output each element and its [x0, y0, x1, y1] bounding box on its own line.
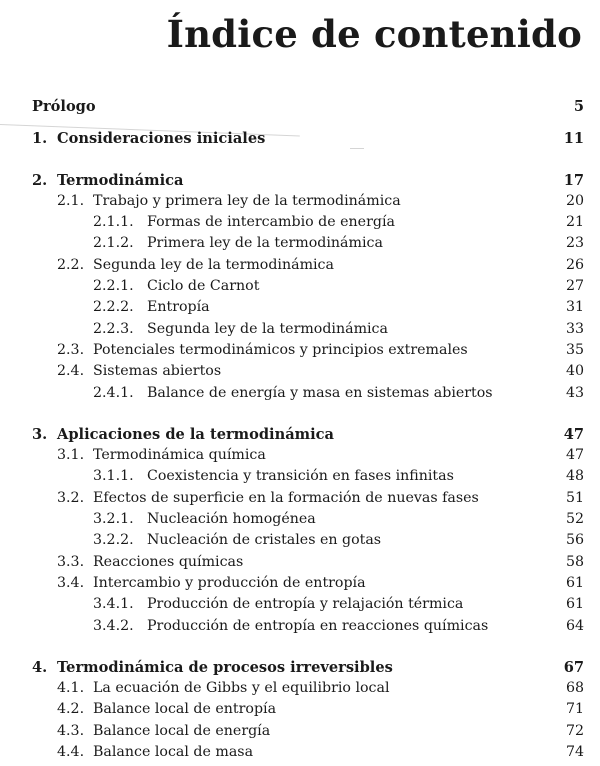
toc-subsection[interactable]	[0, 383, 600, 404]
toc-page-number: 21	[565, 214, 584, 231]
toc-page-number: 74	[565, 744, 584, 761]
toc-title: Coexistencia y transición en fases infinitas	[147, 468, 454, 485]
dot-leader	[474, 344, 560, 356]
toc-page-number: 35	[565, 341, 584, 358]
toc-title: Segunda ley de la termodinámica	[147, 320, 388, 337]
toc-subsection[interactable]	[0, 233, 600, 254]
toc-subsection[interactable]	[0, 466, 600, 487]
toc-page-number: 58	[565, 553, 584, 570]
toc-page-number: 23	[565, 235, 584, 252]
toc-page-number: 71	[565, 701, 584, 718]
toc-number: 2.2.	[57, 256, 85, 273]
toc-subsection[interactable]	[0, 319, 600, 340]
toc-page-number: 31	[565, 299, 584, 316]
dot-leader	[387, 534, 560, 546]
toc-number: 4.4.	[57, 744, 85, 761]
toc-title: Nucleación de cristales en gotas	[147, 532, 382, 549]
table-of-contents	[0, 96, 600, 763]
toc-page-number: 27	[565, 278, 584, 295]
dot-leader	[265, 280, 560, 292]
toc-page-number: 61	[565, 596, 584, 613]
dot-leader	[469, 598, 560, 610]
dot-leader	[272, 449, 560, 461]
toc-title: Potenciales termodinámicos y principios extremales	[93, 341, 468, 358]
toc-page-number: 61	[565, 574, 584, 591]
toc-section[interactable]	[0, 552, 600, 573]
toc-page-number: 17	[563, 171, 584, 189]
toc-page-number: 48	[565, 468, 584, 485]
toc-page-number: 40	[565, 363, 584, 380]
toc-number: 4.1.	[57, 680, 85, 697]
toc-page-number: 67	[563, 658, 584, 676]
toc-subsection[interactable]	[0, 616, 600, 637]
toc-page-number: 33	[565, 320, 584, 337]
toc-number: 3.1.	[57, 447, 85, 464]
toc-number: 4.2.	[57, 701, 85, 718]
toc-section[interactable]	[0, 191, 600, 212]
toc-page-number: 72	[565, 722, 584, 739]
page-title: Índice de contenido	[166, 12, 582, 56]
toc-page-number: 56	[565, 532, 584, 549]
dot-leader	[259, 746, 560, 758]
toc-title: Reacciones químicas	[93, 553, 244, 570]
toc-section[interactable]	[0, 573, 600, 594]
dot-leader	[276, 725, 560, 737]
toc-page-number: 5	[573, 98, 584, 115]
toc-number: 4.3.	[57, 722, 85, 739]
toc-number: 3.4.	[57, 574, 85, 591]
toc-title: Balance local de entropía	[93, 701, 277, 718]
toc-page-number: 51	[565, 489, 584, 506]
toc-section[interactable]	[0, 488, 600, 509]
toc-number: 3.	[32, 425, 48, 443]
toc-page-number: 52	[565, 511, 584, 528]
toc-number: 3.2.	[57, 489, 85, 506]
toc-number: 3.2.2.	[93, 532, 134, 549]
toc-section[interactable]	[0, 340, 600, 361]
toc-section[interactable]	[0, 361, 600, 382]
dot-leader	[282, 703, 560, 715]
toc-subsection[interactable]	[0, 530, 600, 551]
toc-title: Consideraciones iniciales	[57, 130, 266, 148]
toc-section[interactable]	[0, 699, 600, 720]
toc-subsection[interactable]	[0, 594, 600, 615]
toc-title: Balance local de masa	[93, 744, 254, 761]
toc-chapter[interactable]	[0, 424, 600, 445]
toc-title: La ecuación de Gibbs y el equilibrio local	[93, 680, 390, 697]
toc-title: Formas de intercambio de energía	[147, 214, 395, 231]
toc-title: Balance local de energía	[93, 722, 271, 739]
toc-number: 1.	[32, 130, 48, 148]
toc-number: 3.2.1.	[93, 511, 134, 528]
dot-leader	[401, 216, 560, 228]
toc-title: Termodinámica química	[93, 447, 266, 464]
toc-title: Termodinámica	[57, 171, 184, 189]
toc-number: 2.3.	[57, 341, 85, 358]
dot-leader	[407, 195, 560, 207]
dot-leader	[216, 301, 560, 313]
dot-leader	[395, 682, 560, 694]
toc-title: Prólogo	[32, 98, 96, 115]
toc-number: 2.1.	[57, 192, 85, 209]
toc-number: 3.3.	[57, 553, 85, 570]
toc-chapter[interactable]	[0, 128, 600, 149]
toc-number: 3.1.1.	[93, 468, 134, 485]
toc-number: 2.2.1.	[93, 278, 134, 295]
toc-title: Entropía	[147, 299, 210, 316]
toc-subsection[interactable]	[0, 276, 600, 297]
toc-page-number: 20	[565, 192, 584, 209]
toc-number: 2.2.3.	[93, 320, 134, 337]
dot-leader	[249, 556, 560, 568]
toc-subsection[interactable]	[0, 509, 600, 530]
dot-leader	[340, 259, 560, 271]
dot-leader	[389, 237, 560, 249]
toc-title: Segunda ley de la termodinámica	[93, 256, 334, 273]
toc-title: Trabajo y primera ley de la termodinámica	[93, 192, 401, 209]
toc-page-number: 47	[565, 447, 584, 464]
toc-title: Sistemas abiertos	[93, 363, 222, 380]
dot-leader	[485, 492, 560, 504]
toc-title: Intercambio y producción de entropía	[93, 574, 366, 591]
toc-title: Aplicaciones de la termodinámica	[57, 425, 334, 443]
dot-leader	[227, 365, 560, 377]
dot-leader	[460, 470, 560, 482]
toc-page-number: 64	[565, 617, 584, 634]
toc-number: 2.	[32, 171, 48, 189]
dot-leader	[499, 387, 560, 399]
toc-section[interactable]	[0, 742, 600, 763]
toc-section[interactable]	[0, 721, 600, 742]
toc-page-number: 26	[565, 256, 584, 273]
toc-section[interactable]	[0, 255, 600, 276]
toc-title: Ciclo de Carnot	[147, 278, 260, 295]
toc-number: 2.1.1.	[93, 214, 134, 231]
toc-number: 2.4.1.	[93, 384, 134, 401]
toc-section[interactable]	[0, 445, 600, 466]
toc-chapter[interactable]	[0, 170, 600, 191]
toc-chapter[interactable]	[0, 96, 600, 117]
dot-leader	[372, 577, 560, 589]
toc-title: Termodinámica de procesos irreversibles	[57, 658, 393, 676]
toc-title: Balance de energía y masa en sistemas abiertos	[147, 384, 493, 401]
toc-subsection[interactable]	[0, 212, 600, 233]
toc-section[interactable]	[0, 678, 600, 699]
toc-title: Efectos de superficie en la formación de nuevas fases	[93, 489, 479, 506]
toc-page-number: 68	[565, 680, 584, 697]
toc-chapter[interactable]	[0, 657, 600, 678]
toc-page-number: 43	[565, 384, 584, 401]
toc-page-number: 11	[563, 130, 584, 148]
toc-number: 2.1.2.	[93, 235, 134, 252]
toc-number: 2.2.2.	[93, 299, 134, 316]
toc-number: 2.4.	[57, 363, 85, 380]
toc-number: 3.4.1.	[93, 596, 134, 613]
dot-leader	[494, 620, 560, 632]
toc-title: Producción de entropía y relajación térmica	[147, 596, 464, 613]
toc-title: Producción de entropía en reacciones químicas	[147, 617, 489, 634]
toc-title: Nucleación homogénea	[147, 511, 316, 528]
dot-leader	[394, 323, 560, 335]
toc-number: 3.4.2.	[93, 617, 134, 634]
dot-leader	[322, 513, 560, 525]
toc-number: 4.	[32, 658, 48, 676]
toc-page-number: 47	[563, 425, 584, 443]
toc-title: Primera ley de la termodinámica	[147, 235, 383, 252]
toc-subsection[interactable]	[0, 297, 600, 318]
